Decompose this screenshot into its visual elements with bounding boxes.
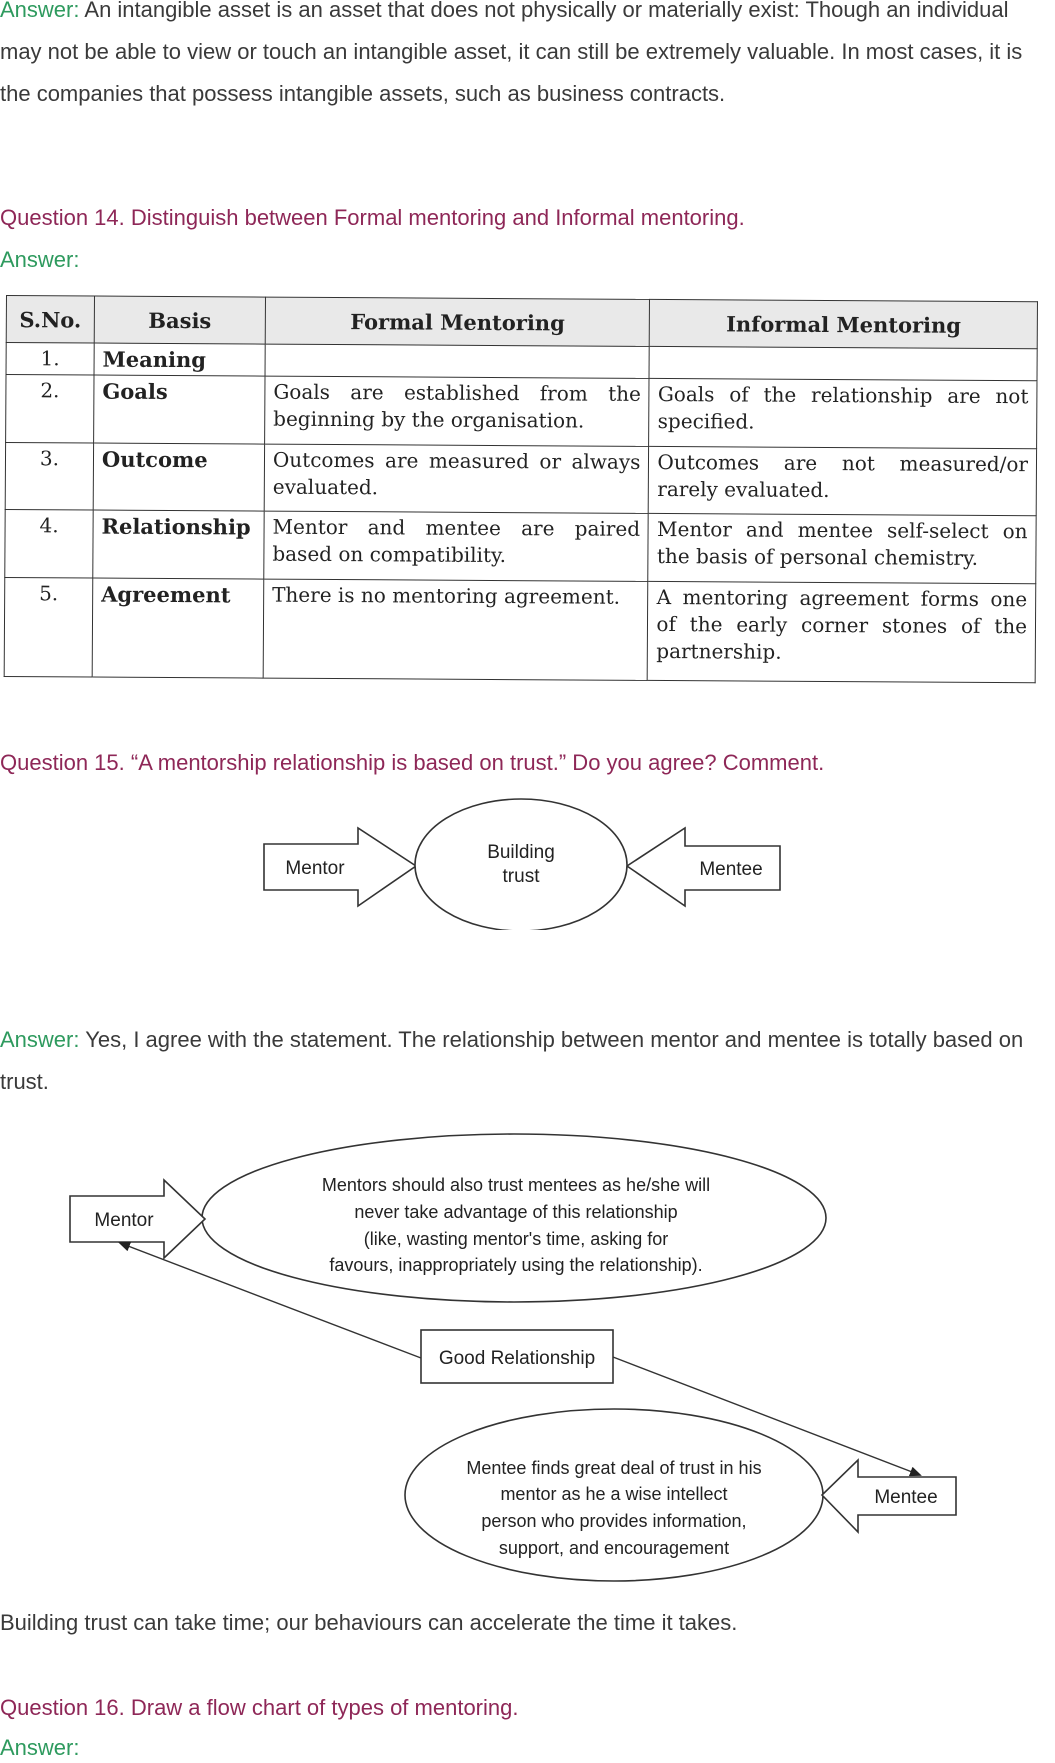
top-ellipse-line: (like, wasting mentor's time, asking for xyxy=(363,1229,669,1249)
building-trust-diagram xyxy=(0,790,1055,930)
question-15: Question 15. “A mentorship relationship is based on trust.” Do you agree? Comment. xyxy=(0,750,825,775)
top-ellipse-line: never take advantage of this relationship xyxy=(354,1202,678,1222)
question-16-answer-label: Answer: xyxy=(0,1735,80,1760)
diagram1-center-line1: Building xyxy=(487,842,555,863)
row-informal: A mentoring agreement forms one of the early corner stones of the partnership. xyxy=(648,582,1036,683)
row-informal xyxy=(649,346,1037,380)
row-formal: There is no mentoring agreement. xyxy=(263,579,648,680)
row-basis: Goals xyxy=(94,375,265,444)
diagram1-mentor-label: Mentor xyxy=(285,858,345,879)
answer-label: Answer: xyxy=(0,0,80,22)
good-relationship-diagram xyxy=(0,1125,1055,1595)
bottom-ellipse-line: support, and encouragement xyxy=(498,1538,730,1558)
row-informal: Mentor and mentee self-select on the basis of personal chemistry. xyxy=(648,514,1036,584)
row-formal: Goals are established from the beginning by the organisation. xyxy=(265,376,650,446)
row-sno: 1. xyxy=(6,343,94,376)
intro-answer-text: An intangible asset is an asset that does not physically or materially exist: Though an individual may not be able to view or touch an intangible asset, it can still be extremely valuable. In most cases, it is the companies that possess intangible assets, such as business contracts. xyxy=(0,0,1023,106)
row-formal: Mentor and mentee are paired based on compatibility. xyxy=(264,512,649,582)
table-row xyxy=(6,375,1037,449)
header-sno: S.No. xyxy=(6,296,94,344)
row-basis: Relationship xyxy=(93,511,264,580)
table-header-row xyxy=(6,296,1037,349)
diagram2-center-label: Good Relationship xyxy=(438,1348,596,1369)
diagram2-mentor-label: Mentor xyxy=(94,1210,154,1231)
question-15-answer-text: Yes, I agree with the statement. The relationship between mentor and mentee is totally based on trust. xyxy=(0,1027,1024,1094)
diagram1-mentee-label: Mentee xyxy=(699,859,763,880)
row-formal: Outcomes are measured or always evaluated. xyxy=(264,444,649,514)
bottom-ellipse-line: mentor as he a wise intellect xyxy=(500,1484,728,1504)
diagram2-mentee-label: Mentee xyxy=(874,1487,938,1508)
building-trust-ellipse xyxy=(415,799,627,930)
question-14-answer-label: Answer: xyxy=(0,247,80,272)
question-15-answer xyxy=(0,1019,1045,1103)
answer-label: Answer: xyxy=(0,1027,80,1052)
row-basis: Meaning xyxy=(94,343,265,376)
row-sno: 5. xyxy=(4,578,93,677)
row-sno: 3. xyxy=(5,442,93,510)
row-informal: Goals of the relationship are not specified. xyxy=(649,378,1037,448)
row-sno: 4. xyxy=(5,510,93,578)
header-formal: Formal Mentoring xyxy=(265,297,650,346)
table-row xyxy=(4,578,1036,683)
row-informal: Outcomes are not measured/or rarely evaluated. xyxy=(649,446,1037,516)
row-formal xyxy=(265,344,650,378)
intro-answer xyxy=(0,0,1045,115)
header-basis: Basis xyxy=(94,296,265,344)
question-14: Question 14. Distinguish between Formal mentoring and Informal mentoring. xyxy=(0,205,745,230)
diagram1-center-line2: trust xyxy=(502,866,540,887)
bottom-ellipse-line: Mentee finds great deal of trust in his xyxy=(466,1458,762,1478)
top-ellipse-line: Mentors should also trust mentees as he/she will xyxy=(321,1175,711,1195)
row-sno: 2. xyxy=(6,375,94,443)
top-ellipse-line: favours, inappropriately using the relationship). xyxy=(329,1255,703,1275)
table-row xyxy=(5,510,1036,584)
table-row xyxy=(5,442,1036,516)
mentoring-comparison-table-image xyxy=(4,295,1038,683)
question-16: Question 16. Draw a flow chart of types of mentoring. xyxy=(0,1695,519,1720)
row-basis: Outcome xyxy=(93,443,264,512)
bottom-ellipse-line: person who provides information, xyxy=(481,1511,747,1531)
header-informal: Informal Mentoring xyxy=(650,299,1038,348)
question-15-closing: Building trust can take time; our behaviours can accelerate the time it takes. xyxy=(0,1610,738,1635)
row-basis: Agreement xyxy=(92,578,264,678)
mentoring-comparison-table xyxy=(4,295,1038,683)
